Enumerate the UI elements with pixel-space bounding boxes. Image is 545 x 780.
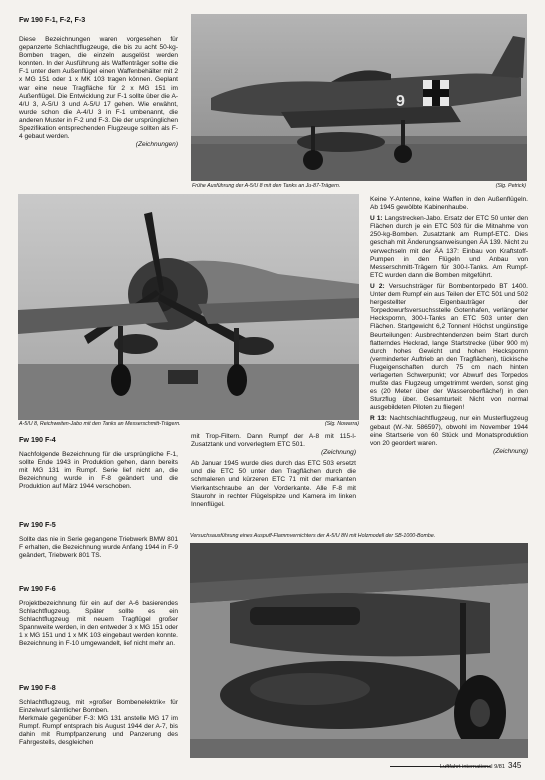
caption-photo3: Versuchsausführung eines Auspuff-Flammvernichters der A-5/U 8N mit Holzmodell der SB-1000-Bombe. [190,533,436,539]
section-f6 [19,585,178,649]
section-text: Diese Bezeichnungen waren vorgesehen für gepanzerte Schlachtflugzeuge, die bis zu acht 50-kg-Bomben tragen, die einzeln ausgelöst werden konnten. In der Ausführung als Waffenträger sollte die F-1 unter dem Außenflügel einen Waffenbehälter mit 2 x MG 151 oder 1 x MK 103 tragen können. Geplant war eine neue Tragfläche für 2 x MG 151 im Außenflügel. Die Entwicklung zur F-1 sollte über die A-4/U 3, A-5/U 3 und A-5/U 17 gehen. Wie erwähnt, wurde schon die A-4/U 3 in F-1 umbenannt, die anderen Muster in F-2 und F-3. Die der ursprünglichen Spezifikation entsprechenden Flugzeuge sollten als F-4 gebaut werden. (Zeichnungen) [19,36,178,149]
page-number: 345 [508,761,522,770]
caption-photo1: Frühe Ausführung der A-5/U 8 mit den Tanks an Ju-87-Trägern. (Slg. Petrick) [192,183,526,189]
caption-photo2: A-5/U 8, Reichweiten-Jabo mit den Tanks an Messerschmitt-Trägern. (Slg. Nowarra) [19,421,359,427]
fuselage-code: 9 [396,93,405,110]
source-note: (Zeichnungen) [135,141,178,149]
section-f4 [19,436,178,491]
section-text: Nachfolgende Bezeichnung für die ursprüngliche F-1, sollte Ende 1943 in Produktion gehen, dann bereits mit MG 131 im Rumpf. Serie lief nicht an, die Bezeichnung wurde in F-8 geändert und die Produktion auf März 1944 verschoben. [19,451,178,491]
source-note: (Zeichnung) [321,449,356,457]
photo-a5u8-reichweiten [18,194,359,420]
section-variants: Keine Y-Antenne, keine Waffen in den Außenflügeln. Ab 1945 gewölbte Kabinenhaube. U 1: Langstrecken-Jabo. Ersatz der ETC 50 unter den Flächen durch je ein ETC 503 für die Mitnahme von 250-kg-Bomben. Zusatztank am Rumpf-ETC. Dies geschah mit Änderungsanweisungen ÄA 139. Nicht zu verwechseln mit der ÄA 137: Einbau von Kraftstoff-Pumpen in den Flügeln und Anbau von Messerschmitt-Trägern für 300-l-Tanks. Am Rumpf-ETC wurden dann die Bomben mitgeführt. U 2: Versuchsträger für Bombentorpedo BT 1400. Unter dem Rumpf ein aus Teilen der ETC 501 und 502 hergestellter Eigenbauträger der Torpedowurfsversuchsstelle Gotenhafen, verlängerter Heckspornn, 300-l-Tanks an ETC 503 unter den Flächen. Startgewicht 6,2 Tonnen! Höchst ungünstige Beurteilungen: Ausbrechtendenzen beim Start durch flatterndes Heckrad, lange Startstrecke (über 900 m) durch hohes Gewicht und hohen Heckspornn (verminderter Auftrieb an den Tragflächen), tückische Flugeigenschaften durch 75 cm nach hinten verlagerten Schwerpunkt; vor Abwurf des Torpedos mußte das Flugzeug umgetrimmt werden, sonst ging es (20 Meter über der Wasseroberfläche!) in den Sturzflug über. Gesamturteil: Nicht von normal ausgebildeten Piloten zu fliegen! R 13: Nachtschlachtflugzeug, nur ein Musterflugzeug gebaut (W.-Nr. 586597), obwohl im November 1944 eine Startserie von 60 Stück und Monatsproduktion von 20 geordert waren. (Zeichnung) [370,196,529,455]
caption-source: (Slg. Nowarra) [324,421,359,427]
photo-early-a5u8 [191,14,527,181]
section-heading: Fw 190 F-1, F-2, F-3 [19,15,86,24]
caption-source: (Slg. Petrick) [495,183,526,189]
section-f8-continued: mit Trop-Filtern. Dann Rumpf der A-8 mit 115-l-Zusatztank und vorverlegtem ETC 501. (Zeichnung) Ab Januar 1945 wurde dies durch das ETC 503 ersetzt und die ETC 50 unter den Tragflächen durch die schmaleren und kürzeren ETC 71 mit der markanten Vierkantschraube an der Vorderkante. Alle F-8 mit Staurohr in rechter Flügelspitze und Kamera im linken Innenflügel. [191,433,356,508]
section-f8 [19,684,178,748]
aircraft-photo-image [190,543,528,758]
section-f1 [19,16,178,149]
footer-publication: Luftfahrt international 9/81 [440,764,505,770]
section-heading: Fw 190 F-6 [19,584,56,593]
section-text: Projektbezeichnung für ein auf der A-6 basierendes Schlachtflugzeug. Später sollte es ein Schlachtflugzeug mit neuem Tragflügel großer Spannweite werden, in den entweder 3 x MG 151 oder 1 x MG 151 und 1 x MK 103 eingebaut werden konnte. Bezeichnung in F-10 umgewandelt, lief nicht mehr an. [19,600,178,648]
aircraft-photo-image [18,194,359,420]
section-f5 [19,521,178,560]
variant-u1: U 1: Langstrecken-Jabo. Ersatz der ETC 50 unter den Flächen durch je ein ETC 503 für die Mitnahme von 250-kg-Bomben. Zusatztank am Rumpf-ETC. Dies geschah mit Änderungsanweisungen ÄA 139. Nicht zu verwechseln mit der ÄA 137: Einbau von Kraftstoff-Pumpen in den Flügeln und Anbau von Messerschmitt-Trägern für 300-l-Tanks. Am Rumpf-ETC wurden dann die Bomben mitgeführt. [370,215,528,279]
section-text: Sollte das nie in Serie gegangene Triebwerk BMW 801 F erhalten, die Bezeichnung wurde Anfang 1944 in F-9 geändert, Triebwerk 801 TS. [19,536,178,560]
aircraft-photo-image [191,14,527,181]
source-note: (Zeichnung) [493,447,528,455]
variant-u2: U 2: Versuchsträger für Bombentorpedo BT 1400. Unter dem Rumpf ein aus Teilen der ETC 501 und 502 hergestellter Eigenbauträger der Torpedowurfsversuchsstelle Gotenhafen, verlängerter Heckspornn, 300-l-Tanks an ETC 503 unter den Flächen. Startgewicht 6,2 Tonnen! Höchst ungünstige Beurteilungen: Ausbrechtendenzen beim Start durch flatterndes Heckrad, lange Startstrecke (über 900 m) durch hohes Gewicht und hohen Heckspornn (verminderter Auftrieb an den Tragflächen), tückische Flugeigenschaften durch 75 cm nach hinten verlagerten Schwerpunkt; vor Abwurf des Torpedos mußte das Flugzeug umgetrimmt werden, sonst ging es (20 Meter über der Wasseroberfläche!) in den Sturzflug über. Gesamturteil: Nicht von normal ausgebildeten Piloten zu fliegen! [370,282,528,412]
section-heading: Fw 190 F-8 [19,683,56,692]
section-text: Schlachtflugzeug, mit »großer Bombenelektrik« für Einzelwurf sämtlicher Bomben. Merkmale gegenüber F-3: MG 131 anstelle MG 17 im Rumpf. Rumpf entsprach bis August 1944 der A-7, bis dahin mit Rumpfpanzerung und Panzerung des Fahrgestells, desgleichen [19,699,178,747]
variant-r13: R 13: Nachtschlachtflugzeug, nur ein Musterflugzeug gebaut (W.-Nr. 586597), obwohl im November 1944 eine Startserie von 60 Stück und Monatsproduktion von 20 geordert waren. [370,415,529,447]
section-heading: Fw 190 F-5 [19,520,56,529]
section-heading: Fw 190 F-4 [19,435,56,444]
photo-flame-damper [190,543,528,758]
